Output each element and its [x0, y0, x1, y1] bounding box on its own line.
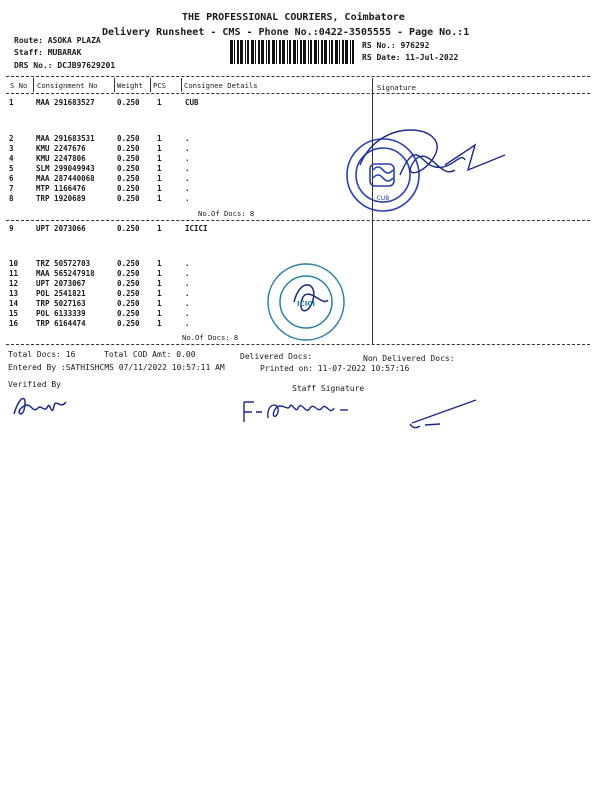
cell-weight: 0.250 [117, 299, 140, 308]
cell-weight: 0.250 [117, 224, 140, 233]
signature-col-sep [372, 224, 373, 344]
cell-sno: 4 [9, 154, 14, 163]
cell-consignee: . [185, 144, 190, 153]
cell-consignment: TRP 6164474 [36, 319, 86, 328]
cell-weight: 0.250 [117, 259, 140, 268]
barcode-bar [342, 40, 344, 64]
col-sep [150, 78, 151, 92]
cell-consignee: . [185, 164, 190, 173]
cell-pcs: 1 [157, 194, 162, 203]
barcode-bar [297, 40, 298, 64]
col-sep [181, 78, 182, 92]
cell-pcs: 1 [157, 269, 162, 278]
cell-sno: 12 [9, 279, 19, 288]
cell-sno: 2 [9, 134, 14, 143]
barcode-bar [276, 40, 277, 64]
barcode-bar [329, 40, 330, 64]
cell-sno: 9 [9, 224, 14, 233]
verified-signature [10, 392, 70, 422]
cell-sno: 1 [9, 98, 14, 107]
runsheet-title: Delivery Runsheet - CMS - Phone No.:0422-3505555 - Page No.:1 [102, 27, 470, 38]
cell-weight: 0.250 [117, 279, 140, 288]
staff-signature-label: Staff Signature [292, 384, 365, 393]
cell-consignment: UPT 2073066 [36, 224, 86, 233]
drs-number: DRS No.: DCJB97629201 [14, 61, 116, 70]
rs-date: RS Date: 11-Jul-2022 [362, 53, 459, 62]
verified-by-label: Verified By [8, 380, 61, 389]
cub-stamp-center: CUB [376, 195, 390, 202]
cell-weight: 0.250 [117, 269, 140, 278]
barcode-bar [308, 40, 309, 64]
cell-consignee: . [185, 154, 190, 163]
cub-stamp-signature [340, 120, 520, 230]
barcode-bar [310, 40, 312, 64]
entered-by: Entered By :SATHISHCMS 07/11/2022 10:57:11 AM [8, 363, 225, 372]
group2-doc-count: No.Of Docs: 8 [182, 333, 239, 342]
barcode-bar [258, 40, 260, 64]
cell-pcs: 1 [157, 289, 162, 298]
cell-weight: 0.250 [117, 164, 140, 173]
cell-pcs: 1 [157, 259, 162, 268]
total-cod: Total COD Amt: 0.00 [104, 350, 196, 359]
col-pcs: PCS [153, 81, 166, 90]
printed-on: Printed on: 11-07-2022 10:57:16 [260, 364, 410, 373]
cell-consignee: . [185, 184, 190, 193]
route-label: Route: ASOKA PLAZA [14, 36, 101, 45]
icici-stamp [258, 262, 358, 352]
cell-pcs: 1 [157, 144, 162, 153]
cell-weight: 0.250 [117, 154, 140, 163]
non-delivered-docs: Non Delivered Docs: [363, 354, 455, 363]
cell-consignment: MTP 1166476 [36, 184, 86, 193]
staff-label: Staff: MUBARAK [14, 48, 82, 57]
cell-consignee: . [185, 174, 190, 183]
barcode-bar [289, 40, 291, 64]
barcode-bar [303, 40, 306, 64]
header-bottom-rule [6, 93, 590, 94]
cell-weight: 0.250 [117, 309, 140, 318]
cell-pcs: 1 [157, 279, 162, 288]
cell-consignee: . [185, 269, 190, 278]
cell-sno: 16 [9, 319, 19, 328]
cell-sno: 5 [9, 164, 14, 173]
cell-pcs: 1 [157, 134, 162, 143]
cell-consignee: . [185, 194, 190, 203]
barcode-bar [251, 40, 254, 64]
barcode-bar [268, 40, 270, 64]
barcode-bar [287, 40, 288, 64]
barcode-bar [230, 40, 233, 64]
col-consignee: Consignee Details [184, 81, 258, 90]
barcode-bar [321, 40, 323, 64]
cell-consignment: SLM 299049943 [36, 164, 95, 173]
staff-signature [240, 388, 490, 438]
barcode-bar [293, 40, 296, 64]
barcode-bar [245, 40, 246, 64]
cell-sno: 10 [9, 259, 19, 268]
cell-weight: 0.250 [117, 174, 140, 183]
company-title: THE PROFESSIONAL COURIERS, Coimbatore [182, 12, 405, 23]
cell-weight: 0.250 [117, 319, 140, 328]
cell-consignee: ICICI [185, 224, 208, 233]
cell-consignment: POL 6133339 [36, 309, 86, 318]
barcode-bar [324, 40, 327, 64]
barcode-bar [300, 40, 302, 64]
barcode-bar [240, 40, 243, 64]
barcode-bar [279, 40, 281, 64]
cell-consignee: . [185, 279, 190, 288]
barcode-bar [282, 40, 285, 64]
col-signature: Signature [377, 83, 416, 92]
cell-sno: 6 [9, 174, 14, 183]
col-sno: S No [10, 81, 28, 90]
total-docs: Total Docs: 16 [8, 350, 76, 359]
cell-consignment: MAA 565247918 [36, 269, 95, 278]
col-consignment: Consignment No [37, 81, 98, 90]
cell-weight: 0.250 [117, 144, 140, 153]
cell-consignee: . [185, 289, 190, 298]
barcode-bar [345, 40, 348, 64]
barcode-bar [247, 40, 249, 64]
cell-consignment: MAA 291683527 [36, 98, 95, 107]
barcode-bar [335, 40, 338, 64]
cell-weight: 0.250 [117, 194, 140, 203]
barcode-bar [261, 40, 264, 64]
cell-sno: 15 [9, 309, 19, 318]
cell-pcs: 1 [157, 309, 162, 318]
cell-consignment: TRZ 50572703 [36, 259, 91, 268]
barcode-bar [255, 40, 256, 64]
cell-sno: 3 [9, 144, 14, 153]
barcode-bar [237, 40, 239, 64]
barcode-bar [266, 40, 267, 64]
barcode-bar [314, 40, 317, 64]
barcode-bar [318, 40, 319, 64]
cell-pcs: 1 [157, 224, 162, 233]
barcode [230, 40, 356, 64]
barcode-bar [331, 40, 333, 64]
barcode-bar [350, 40, 351, 64]
col-weight: Weight [117, 81, 143, 90]
cell-weight: 0.250 [117, 289, 140, 298]
header-top-rule [6, 76, 590, 77]
cell-consignee: . [185, 259, 190, 268]
barcode-bar [352, 40, 354, 64]
col-sep [33, 78, 34, 92]
icici-stamp-center: ICICI [296, 300, 316, 308]
barcode-bar [234, 40, 235, 64]
cell-consignment: MAA 287440068 [36, 174, 95, 183]
cell-consignment: KMU 2247806 [36, 154, 86, 163]
cell-pcs: 1 [157, 299, 162, 308]
cell-pcs: 1 [157, 98, 162, 107]
cell-pcs: 1 [157, 154, 162, 163]
cell-sno: 11 [9, 269, 19, 278]
cell-sno: 8 [9, 194, 14, 203]
cell-consignee: . [185, 134, 190, 143]
col-sep [114, 78, 115, 92]
delivered-docs: Delivered Docs: [240, 352, 313, 361]
cell-sno: 13 [9, 289, 19, 298]
cell-consignment: UPT 2073067 [36, 279, 86, 288]
cell-sno: 7 [9, 184, 14, 193]
barcode-bar [339, 40, 340, 64]
cell-consignment: POL 2541821 [36, 289, 86, 298]
cell-consignment: KMU 2247676 [36, 144, 86, 153]
rs-number: RS No.: 976292 [362, 41, 430, 50]
group1-doc-count: No.Of Docs: 8 [198, 209, 255, 218]
cell-consignee: . [185, 299, 190, 308]
cell-pcs: 1 [157, 319, 162, 328]
cell-weight: 0.250 [117, 184, 140, 193]
cell-weight: 0.250 [117, 134, 140, 143]
cell-pcs: 1 [157, 164, 162, 173]
barcode-bar [272, 40, 275, 64]
cell-consignee: . [185, 309, 190, 318]
cell-consignment: MAA 291683531 [36, 134, 95, 143]
cell-consignment: TRP 1920689 [36, 194, 86, 203]
cell-pcs: 1 [157, 184, 162, 193]
cell-sno: 14 [9, 299, 19, 308]
cell-consignment: TRP 5027163 [36, 299, 86, 308]
cell-pcs: 1 [157, 174, 162, 183]
cell-consignee: CUB [185, 98, 199, 107]
cell-consignee: . [185, 319, 190, 328]
cell-weight: 0.250 [117, 98, 140, 107]
